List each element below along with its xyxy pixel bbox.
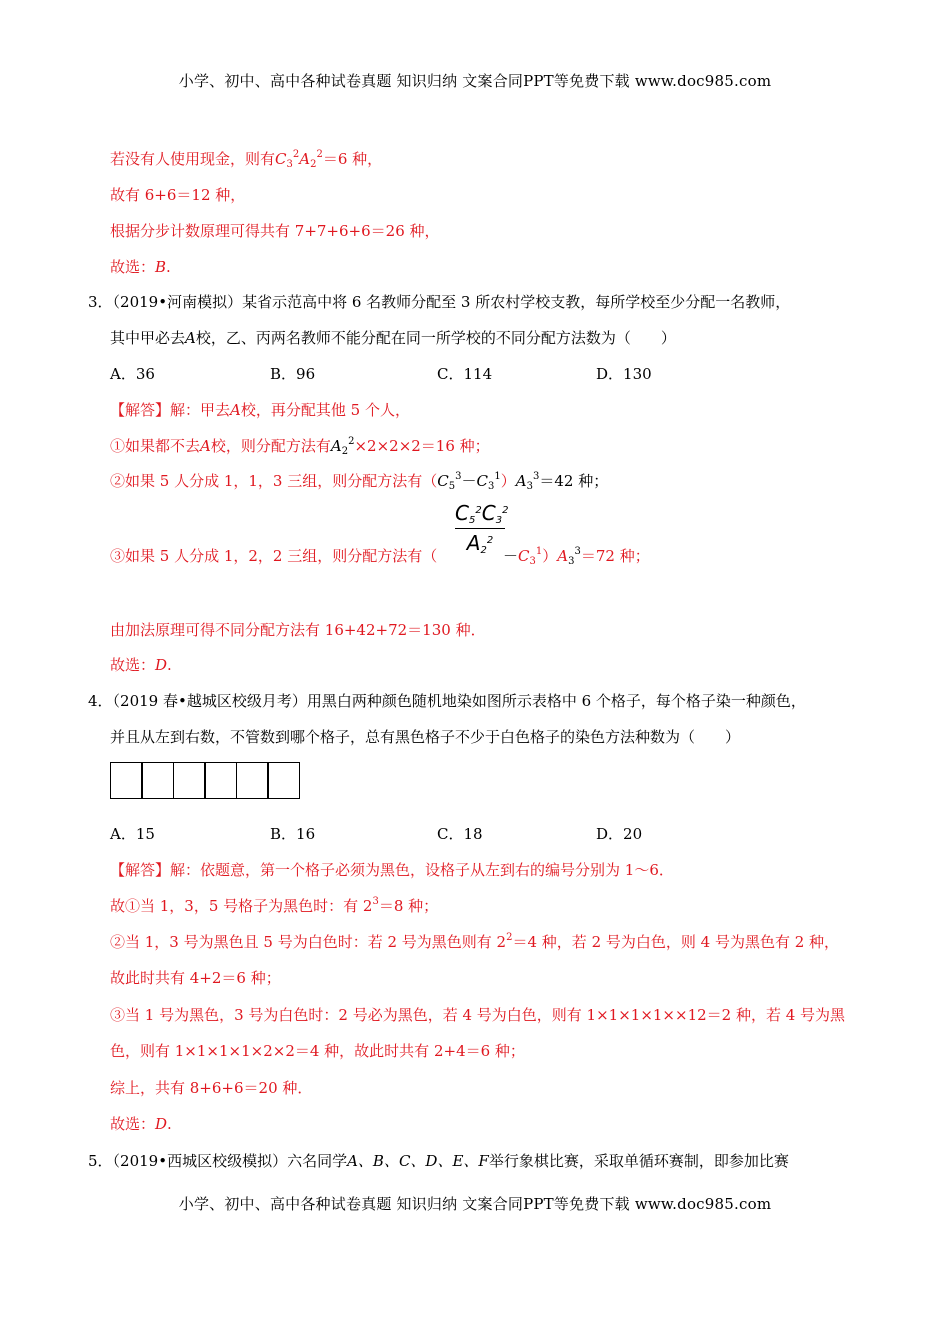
q4-step-3-cont: 色，则有 1×1×1×1×2×2＝4 种，故此时共有 2+4＝6 种； xyxy=(110,1042,525,1060)
grid-cell xyxy=(236,762,269,799)
page-footer: 小学、初中、高中各种试卷真题 知识归纳 文案合同PPT等免费下载 www.doc985.com xyxy=(178,1195,772,1213)
q4-step-2: ②当 1，3 号为黑色且 5 号为白色时：若 2 号为黑色则有 $2^2=4$ 种，若 2 号为白色，则 4 号为黑色有 2 种， xyxy=(110,932,840,951)
prev-line-3: 根据分步计数原理可得共有 7+7+6+6＝26 种， xyxy=(110,222,440,240)
q4-answer-line-1: 【解答】解：依题意，第一个格子必须为黑色，设格子从左到右的编号分别为 1～6． xyxy=(110,861,674,879)
grid-cell xyxy=(141,762,174,799)
prev-line-2: 故有 6+6＝12 种， xyxy=(110,186,246,204)
q4-cell-table xyxy=(110,762,300,799)
q3-case-2: ②如果 5 人分成 1，1，3 三组，则分配方法有$(C_5^3-C_3^1)A_3^3=42$ 种； xyxy=(110,471,609,492)
q3-option-a: A．36 xyxy=(110,365,155,383)
q3-answer-line-1: 【解答】解：甲去A校，再分配其他 5 个人， xyxy=(110,401,410,419)
q3-case-3-tail: $-C_3^1)A_3^3=72$ 种； xyxy=(503,546,650,567)
q4-sum: 综上，共有 8+6+6＝20 种． xyxy=(110,1079,313,1097)
prev-line-1: 若没有人使用现金，则有$C_3^2A_2^2=6$ 种， xyxy=(110,149,383,170)
q4-final-answer: 故选：D. xyxy=(110,1115,172,1133)
q3-option-b: B．96 xyxy=(270,365,316,383)
q3-stem-line-1: 3．（2019•河南模拟）某省示范高中将 6 名教师分配至 3 所农村学校支教，每所学校至少分配一名教师， xyxy=(88,293,791,311)
q4-option-d: D．20 xyxy=(596,825,643,843)
q3-option-c: C．114 xyxy=(437,365,493,383)
q4-step-1: 故①当 1，3，5 号格子为黑色时：有 $2^3=8$ 种； xyxy=(110,896,439,915)
q4-stem-line-1: 4．（2019 春•越城区校级月考）用黑白两种颜色随机地染如图所示表格中 6 个格子，每个格子染一种颜色， xyxy=(88,692,806,710)
q3-stem-line-2: 其中甲必去A校，乙、丙两名教师不能分配在同一所学校的不同分配方法数为（ ） xyxy=(110,329,676,347)
q4-option-a: A．15 xyxy=(110,825,155,843)
q3-case-1: ①如果都不去A校，则分配方法有$A_2^2\times 2\times 2\times 2=16$ 种； xyxy=(110,436,490,457)
q4-option-c: C．18 xyxy=(437,825,483,843)
q3-case-3: ③如果 5 人分成 1，2，2 三组，则分配方法有（ xyxy=(110,547,438,565)
q4-step-3: ③当 1 号为黑色，3 号为白色时：2 号必为黑色，若 4 号为白色，则有 1×1×1×1××12＝2 种，若 4 号为黑 xyxy=(110,1006,846,1024)
prev-answer: 故选：B. xyxy=(110,258,171,276)
q4-step-2-cont: 故此时共有 4+2＝6 种； xyxy=(110,969,281,987)
page-header: 小学、初中、高中各种试卷真题 知识归纳 文案合同PPT等免费下载 www.doc985.com xyxy=(178,72,772,90)
grid-cell xyxy=(204,762,237,799)
q5-stem-line-1: 5．（2019•西城区校级模拟）六名同学A、B、C、D、E、F举行象棋比赛，采取单循环赛制，即参加比赛 xyxy=(88,1152,789,1170)
q3-sum: 由加法原理可得不同分配方法有 16+42+72＝130 种． xyxy=(110,621,486,639)
grid-cell xyxy=(267,762,300,799)
q4-option-b: B．16 xyxy=(270,825,316,843)
q3-final-answer: 故选：D. xyxy=(110,656,172,674)
q3-option-d: D．130 xyxy=(596,365,652,383)
grid-cell xyxy=(110,762,143,799)
q4-stem-line-2: 并且从左到右数，不管数到哪个格子，总有黑色格子不少于白色格子的染色方法种数为（ ） xyxy=(110,728,741,746)
grid-cell xyxy=(173,762,206,799)
q3-fraction: $C_5^2C_3^2$ $A_2^2$ xyxy=(455,501,509,556)
